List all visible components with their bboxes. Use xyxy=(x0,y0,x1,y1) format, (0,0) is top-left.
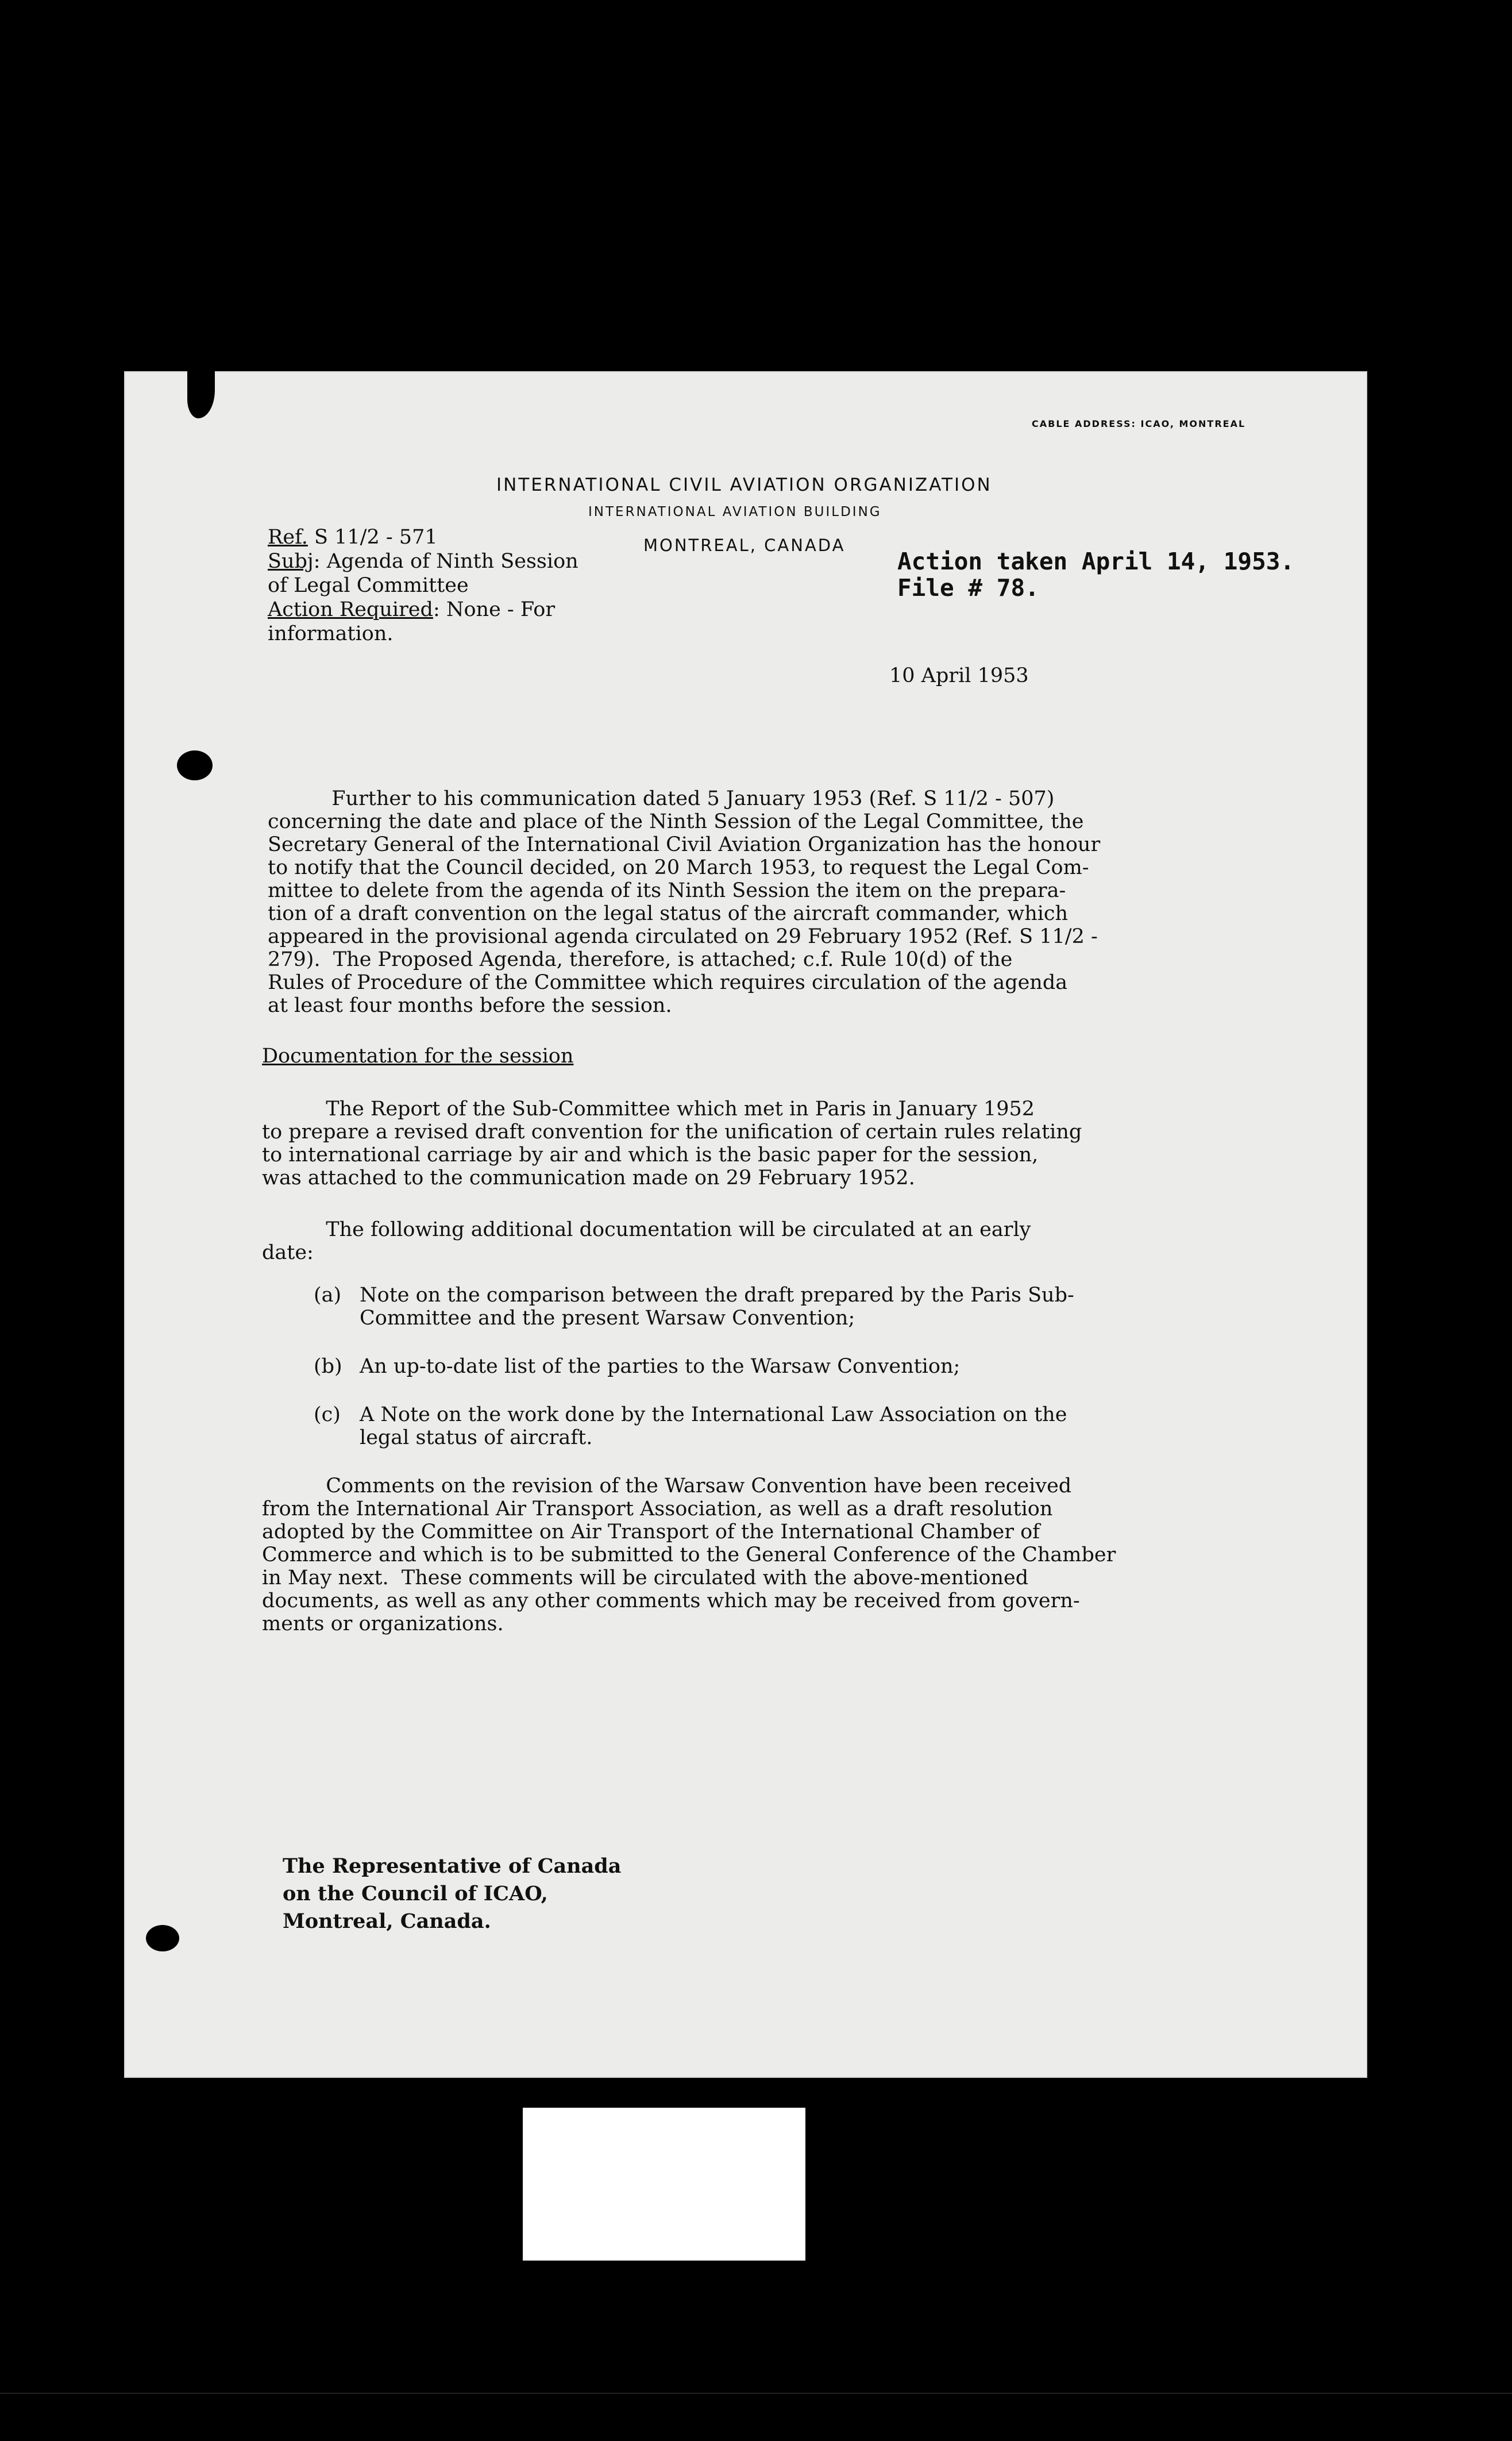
reference-block xyxy=(268,525,578,646)
paragraph-line: tion of a draft convention on the legal status of the aircraft commander, which xyxy=(268,902,1069,925)
paragraph-line: documents, as well as any other comments which may be received from govern- xyxy=(262,1589,1080,1612)
blank-label xyxy=(523,2108,805,2261)
action-line1: : None - For xyxy=(433,598,556,621)
letter-date: 10 April 1953 xyxy=(889,664,1029,687)
addressee-block xyxy=(283,1853,621,1935)
paragraph-line: mittee to delete from the agenda of its Ninth Session the item on the prepara- xyxy=(268,879,1066,902)
list-label: (b) xyxy=(314,1355,342,1378)
addressee-line: on the Council of ICAO, xyxy=(283,1882,548,1905)
paragraph-line: ments or organizations. xyxy=(262,1612,504,1635)
addressee-line: The Representative of Canada xyxy=(283,1854,622,1878)
paragraph-line: at least four months before the session. xyxy=(268,994,672,1017)
subj-line1: : Agenda of Ninth Session xyxy=(313,550,578,573)
paragraph-line: adopted by the Committee on Air Transport of the International Chamber of xyxy=(262,1520,1040,1543)
ref-label: Ref. xyxy=(268,526,308,549)
paragraph-line: 279). The Proposed Agenda, therefore, is attached; c.f. Rule 10(d) of the xyxy=(268,948,1013,971)
paragraph-2 xyxy=(262,1098,1082,1189)
ref-value: S 11/2 - 571 xyxy=(307,526,438,549)
list-item-a xyxy=(314,1284,1074,1330)
scan-edge-line xyxy=(0,2393,1512,2394)
organization-name: INTERNATIONAL CIVIL AVIATION ORGANIZATION xyxy=(496,475,992,495)
paragraph-line: to international carriage by air and which is the basic paper for the session, xyxy=(262,1144,1039,1166)
file-number-line: File # 78. xyxy=(897,574,1039,602)
paragraph-line: Secretary General of the International Civil Aviation Organization has the honour xyxy=(268,833,1101,856)
paragraph-line: The following additional documentation will be circulated at an early xyxy=(262,1218,1031,1241)
list-text: An up-to-date list of the parties to the Warsaw Convention; xyxy=(360,1355,961,1378)
paragraph-line: Rules of Procedure of the Committee which requires circulation of the agenda xyxy=(268,971,1068,994)
subj-label: Subj xyxy=(268,550,314,573)
paragraph-line: was attached to the communication made on 29 February 1952. xyxy=(262,1166,915,1189)
torn-corner xyxy=(187,371,215,418)
city-name: MONTREAL, CANADA xyxy=(643,536,846,555)
list-item-c xyxy=(314,1403,1067,1449)
list-label: (a) xyxy=(314,1284,342,1307)
addressee-line: Montreal, Canada. xyxy=(283,1909,491,1933)
cable-address: CABLE ADDRESS: ICAO, MONTREAL xyxy=(1032,418,1246,429)
list-label: (c) xyxy=(314,1403,341,1426)
action-taken-line: Action taken April 14, 1953. xyxy=(897,548,1295,575)
paragraph-line: in May next. These comments will be circulated with the above-mentioned xyxy=(262,1566,1029,1589)
list-text: A Note on the work done by the International Law Association on the xyxy=(360,1403,1067,1426)
building-name: INTERNATIONAL AVIATION BUILDING xyxy=(588,505,882,519)
paragraph-line: Commerce and which is to be submitted to the General Conference of the Chamber xyxy=(262,1543,1116,1566)
punch-hole-bottom xyxy=(146,1925,179,1951)
list-item-b xyxy=(314,1355,960,1378)
punch-hole-top xyxy=(177,750,213,780)
paragraph-line: date: xyxy=(262,1241,314,1264)
action-annotation xyxy=(897,548,1294,601)
paragraph-line: Further to his communication dated 5 January 1953 (Ref. S 11/2 - 507) xyxy=(268,787,1055,810)
paragraph-1 xyxy=(268,787,1100,1017)
list-text: Committee and the present Warsaw Convention; xyxy=(360,1307,855,1330)
section-heading: Documentation for the session xyxy=(262,1045,574,1068)
list-text: Note on the comparison between the draft prepared by the Paris Sub- xyxy=(360,1284,1074,1307)
paragraph-line: to notify that the Council decided, on 20 March 1953, to request the Legal Com- xyxy=(268,856,1089,879)
subj-line2: of Legal Committee xyxy=(268,574,469,597)
paragraph-line: Comments on the revision of the Warsaw Convention have been received xyxy=(262,1474,1072,1497)
paragraph-line: concerning the date and place of the Ninth Session of the Legal Committee, the xyxy=(268,810,1084,833)
list-text: legal status of aircraft. xyxy=(360,1426,593,1449)
paragraph-3 xyxy=(262,1218,1031,1264)
paragraph-line: to prepare a revised draft convention for the unification of certain rules relating xyxy=(262,1121,1082,1144)
paragraph-line: appeared in the provisional agenda circulated on 29 February 1952 (Ref. S 11/2 - xyxy=(268,925,1098,948)
action-line2: information. xyxy=(268,622,394,645)
paragraph-line: The Report of the Sub-Committee which met in Paris in January 1952 xyxy=(262,1098,1035,1121)
paragraph-line: from the International Air Transport Association, as well as a draft resolution xyxy=(262,1497,1053,1520)
paragraph-4 xyxy=(262,1474,1116,1635)
letter-page xyxy=(124,371,1367,2078)
action-label: Action Required xyxy=(268,598,433,621)
